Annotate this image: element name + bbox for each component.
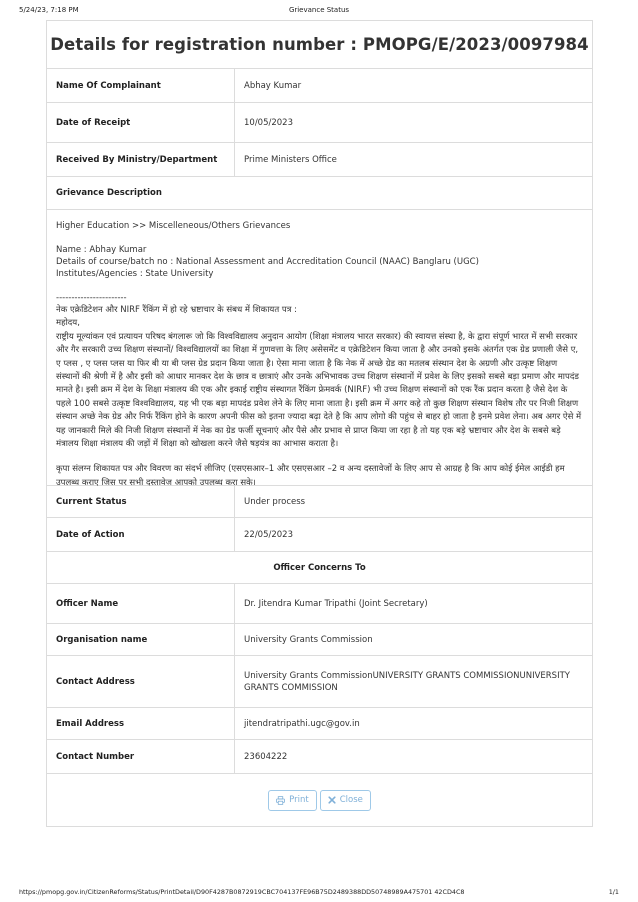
contact-address-label: Contact Address xyxy=(47,656,235,707)
row-receipt-date xyxy=(47,103,592,143)
grievance-institute: Institutes/Agencies : State University xyxy=(56,269,214,279)
row-contact-address xyxy=(47,656,592,708)
contact-number-value: 23604222 xyxy=(244,751,288,762)
email-label: Email Address xyxy=(47,708,235,739)
grievance-description xyxy=(47,210,592,486)
grievance-subject: नेक एक्रेडिटेशन और NIRF रैंकिंग में हो रहे भ्रष्टाचार के संबध में शिकायत पत्र : xyxy=(56,305,297,315)
receipt-date-value: 10/05/2023 xyxy=(244,117,293,128)
organisation-label: Organisation name xyxy=(47,624,235,655)
print-button-label: Print xyxy=(289,795,309,805)
row-action-date xyxy=(47,518,592,552)
current-status-value: Under process xyxy=(244,496,306,507)
grievance-course: Details of course/batch no : National Assessment and Accreditation Council (NAAC) Banglaru (UGC) xyxy=(56,257,479,267)
details-panel xyxy=(46,20,593,827)
close-button-label: Close xyxy=(339,795,363,805)
officer-heading: Officer Concerns To xyxy=(47,552,592,584)
officer-name-value: Dr. Jitendra Kumar Tripathi (Joint Secretary) xyxy=(244,598,428,609)
print-header xyxy=(0,0,638,18)
print-page-number: 1/1 xyxy=(608,888,619,896)
grievance-category: Higher Education >> Miscelleneous/Others Grievances xyxy=(56,221,291,231)
action-buttons xyxy=(47,774,592,826)
printer-icon xyxy=(276,796,285,805)
page-title: Details for registration number : PMOPG/E/2023/0097984 xyxy=(47,21,592,69)
print-url: https://pmopg.gov.in/CitizenReforms/Status/PrintDetail/D90F4287B0872919CBC704137FE96B75D2489388DD50748989A475701 42CD4C8 xyxy=(19,888,465,896)
grievance-separator: ----------------------- xyxy=(56,293,127,303)
received-by-value: Prime Ministers Office xyxy=(244,154,337,165)
row-complainant xyxy=(47,69,592,103)
row-email xyxy=(47,708,592,740)
row-current-status xyxy=(47,486,592,518)
email-value: jitendratripathi.ugc@gov.in xyxy=(244,718,360,729)
receipt-date-label: Date of Receipt xyxy=(47,103,235,142)
print-footer xyxy=(0,884,638,902)
print-button[interactable] xyxy=(268,790,317,811)
print-datetime: 5/24/23, 7:18 PM xyxy=(19,6,79,14)
grievance-request: कृपा संलग्न शिकायत पत्र और विवरण का संदर्भ लीजिए (एसएसआर–1 और एसएसआर –2 व अन्य दस्तावेजों के लिए आप से आग्रह है कि आप कोई ईमेल आईडी हम उपलब्ध कराए जिस पर सभी दस्तावेज आपको उपलब्ध करा सके। xyxy=(56,464,565,488)
complainant-label: Name Of Complainant xyxy=(47,69,235,102)
print-page-title: Grievance Status xyxy=(288,6,350,14)
row-organisation xyxy=(47,624,592,656)
grievance-body: राष्ट्रीय मूल्यांकन एवं प्रत्यायन परिषद बंगलारू जो कि विश्वविद्यालय अनुदान आयोग (शिक्षा मंत्रालय भारत सरकार) की स्वायत्त संस्था है, के द्वारा संपूर्ण भारत में सभी सरकार और गैर सरकारी उच्च शिक्षण संस्थानों/ विश्वविद्यालयों का शिक्षा में गुणवत्ता के लिए असेसमेंट व एक्रेडिटेशन किया जाता है और उनको इसके अंतर्गत एक ग्रेड प्रणाली जैसे ए, ए प्लस , ए प्लस प्लस या फिर बी या बी प्लस ग्रेड प्रदान किया जाता है। ऐसा माना जाता है कि नेक में अच्छे ग्रेड का मतलब संस्थान देश के अग्रणी और उत्कृष्ट शिक्षण संस्थानों की श्रेणी में है और इसी को आधार मानकर देश के छात्र व छात्राएं और उनके अभिभावक उच्च शिक्षण संस्थानों में प्रवेश के लिए इसको सबसे बड़ा प्रमाण और मापदंड मानते है। इसी क्रम में देश के शिक्षा मंत्रालय की एक और इकाई राष्ट्रीय संस्थागत रैंकिंग फ्रेमवर्क (NIRF) भी उच्च शिक्षण संस्थानों को एक रैंक प्रदान करता है जैसे देश के पहले 100 सबसे उत्कृष्ट विश्वविद्यालय, यह भी एक बड़ा मापदंड प्रवेश लेने के लिए माना जाता है। इसी क्रम में अगर कहे तो कुछ शिक्षण संस्थान विशेष तौर पर निजी शिक्षण संस्थान अच्छे नेक ग्रेड और निर्फ रैंकिंग होने के कारण अपनी फीस को इतना ज्यादा बढ़ा देते है कि आप लोगो की पहुंच से बाहर हो जाता है इनमे प्रवेश लेना। अब अगर ऐसे में यह जानकारी मिले की निजी शिक्षण संस्थानों में नेक का ग्रेड फर्जी सूचनाएं और पैसे और प्रभाव से प्राप्त किया जा रहा है तो यह एक बड़े भ्रष्टाचार और देश के सबसे बड़े मंत्रालय शिक्षा मंत्रालय की जड़ों में शिक्षा को खोखला करने जैसे षड़यंत्र का आभास कराता है। xyxy=(56,331,582,450)
organisation-value: University Grants Commission xyxy=(244,634,373,645)
action-date-value: 22/05/2023 xyxy=(244,529,293,540)
action-date-label: Date of Action xyxy=(47,518,235,551)
close-icon xyxy=(328,796,336,804)
received-by-label: Received By Ministry/Department xyxy=(47,143,235,176)
current-status-label: Current Status xyxy=(47,486,235,517)
contact-address-value: University Grants CommissionUNIVERSITY GRANTS COMMISSIONUNIVERSITY GRANTS COMMISSION xyxy=(244,670,570,693)
grievance-name: Name : Abhay Kumar xyxy=(56,245,147,255)
complainant-value: Abhay Kumar xyxy=(244,80,302,91)
contact-number-label: Contact Number xyxy=(47,740,235,773)
grievance-heading: Grievance Description xyxy=(47,177,592,210)
row-received-by xyxy=(47,143,592,177)
officer-name-label: Officer Name xyxy=(47,584,235,623)
grievance-salutation: महोदय, xyxy=(56,318,80,329)
row-officer-name xyxy=(47,584,592,624)
row-contact-number xyxy=(47,740,592,774)
close-button[interactable] xyxy=(320,790,371,811)
